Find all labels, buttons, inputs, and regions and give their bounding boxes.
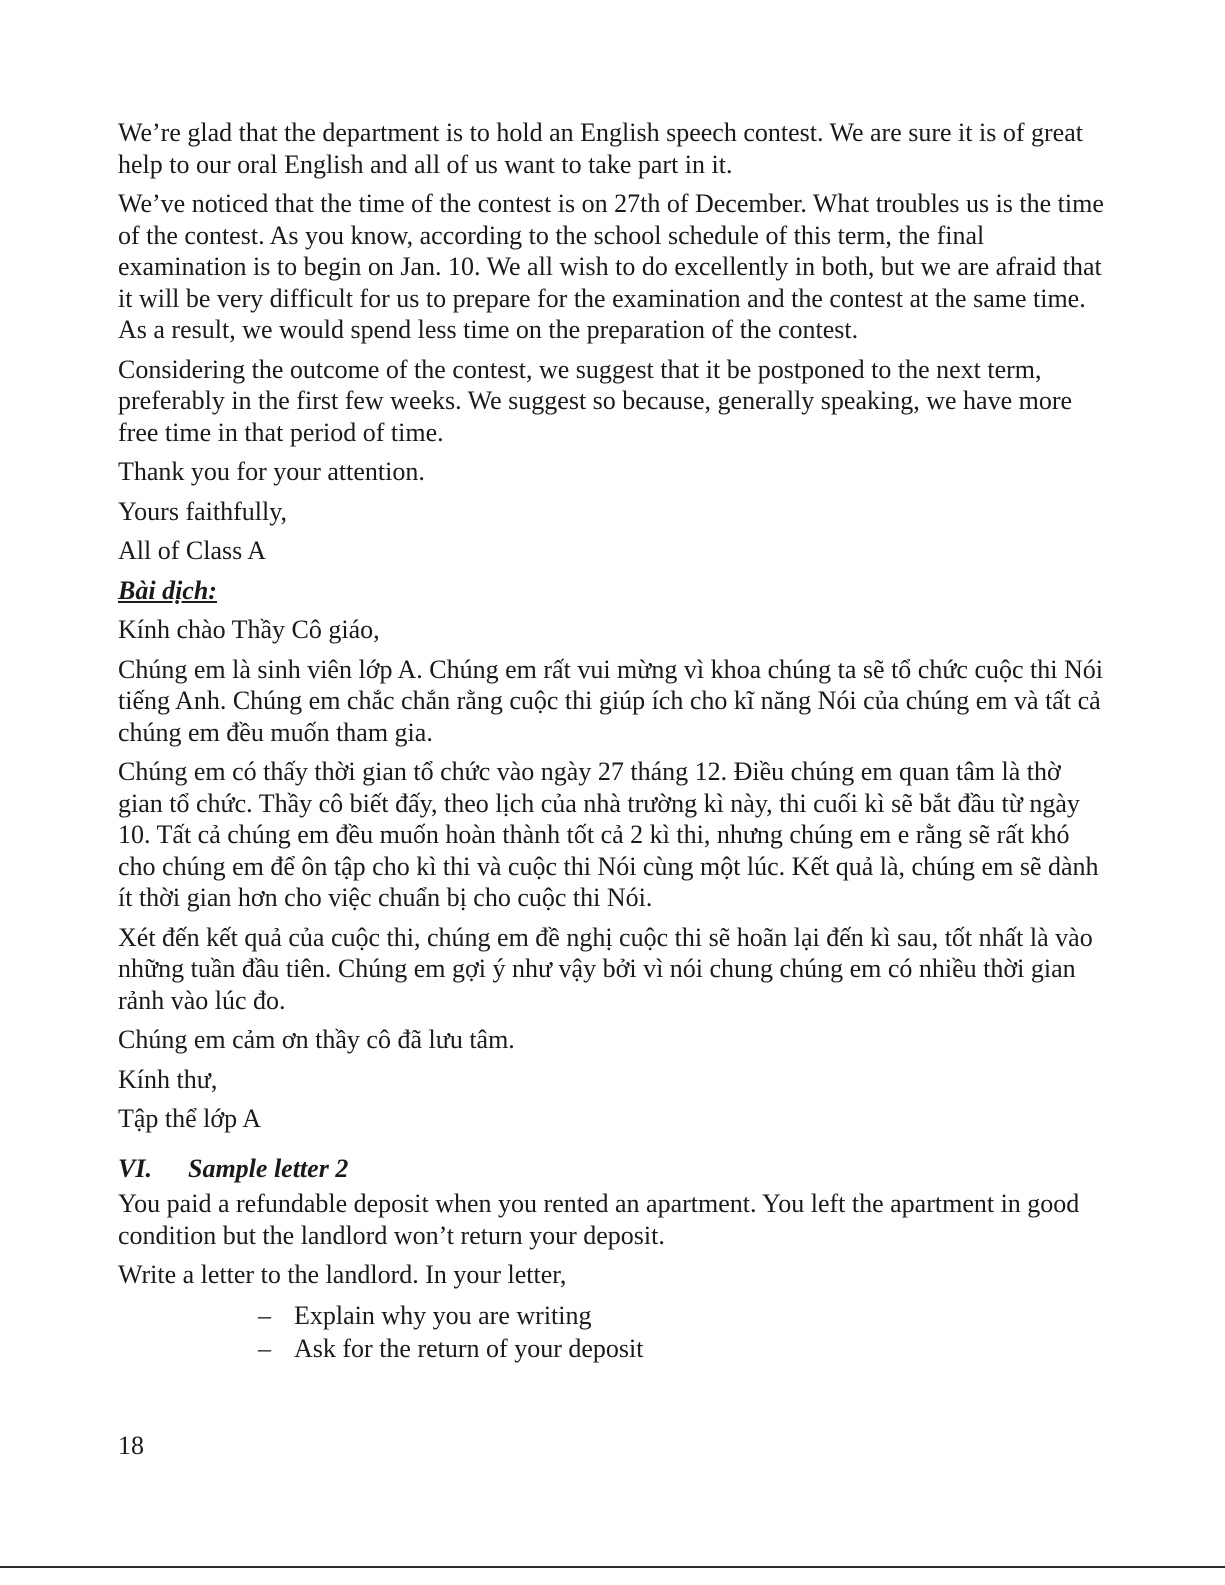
document-page — [118, 117, 1108, 1365]
translation-paragraph-2: Chúng em có thấy thời gian tổ chức vào ngày 27 tháng 12. Điều chúng em quan tâm là thờ gian tổ chức. Thầy cô biết đấy, theo lịch của nhà trường kì này, thi cuối kì sẽ bắt đầu từ ngày 10. Tất cả chúng em đều muốn hoàn thành tốt cả 2 kì thi, nhưng chúng em e rằng sẽ rất khó cho chúng em để ôn tập cho kì thi và cuộc thi Nói cùng một lúc. Kết quả là, chúng em sẽ dành ít thời gian hơn cho việc chuẩn bị cho cuộc thi Nói. — [118, 757, 1099, 912]
list-item-text: Explain why you are writing — [294, 1300, 592, 1330]
letter-paragraph-4: Thank you for your attention. — [118, 457, 425, 486]
list-item — [258, 1299, 1108, 1332]
dash-bullet-icon: – — [258, 1333, 271, 1363]
bottom-divider — [0, 1566, 1225, 1568]
page-number: 18 — [118, 1431, 144, 1460]
translation-paragraph-1: Chúng em là sinh viên lớp A. Chúng em rất vui mừng vì khoa chúng ta sẽ tổ chức cuộc thi Nói tiếng Anh. Chúng em chắc chắn rằng cuộc thi giúp ích cho kĩ năng Nói của chúng em và tất cả chúng em đều muốn tham gia. — [118, 654, 1104, 747]
section-number: VI. — [118, 1153, 152, 1183]
list-item — [258, 1332, 1108, 1365]
translation-paragraph-4: Chúng em cảm ơn thầy cô đã lưu tâm. — [118, 1025, 515, 1054]
letter-signature: All of Class A — [118, 536, 267, 565]
section-title: Sample letter 2 — [188, 1153, 349, 1183]
letter-closing: Yours faithfully, — [118, 496, 288, 526]
translation-closing: Kính thư, — [118, 1064, 218, 1094]
translation-paragraph-3: Xét đến kết quả của cuộc thi, chúng em đề nghị cuộc thi sẽ hoãn lại đến kì sau, tốt nhất là vào những tuần đầu tiên. Chúng em gợi ý như vậy bởi vì nói chung chúng em có nhiều thời gian rảnh vào lúc đo. — [118, 922, 1093, 1015]
translation-heading: Bài dịch: — [118, 575, 217, 605]
list-item-text: Ask for the return of your deposit — [294, 1333, 644, 1363]
letter-paragraph-3: Considering the outcome of the contest, we suggest that it be postponed to the next term, preferably in the first few weeks. We suggest so because, generally speaking, we have more free time in that period of time. — [118, 354, 1073, 447]
letter-paragraph-1: We’re glad that the department is to hold an English speech contest. We are sure it is of great help to our oral English and all of us want to take part in it. — [118, 118, 1083, 179]
translation-signature: Tập thể lớp A — [118, 1104, 261, 1133]
section-instruction: Write a letter to the landlord. In your letter, — [118, 1260, 567, 1289]
dash-bullet-icon: – — [258, 1300, 271, 1330]
section-heading — [118, 1153, 1108, 1185]
translation-greeting: Kính chào Thầy Cô giáo, — [118, 615, 380, 644]
letter-paragraph-2: We’ve noticed that the time of the contest is on 27th of December. What troubles us is the time of the contest. As you know, according to the school schedule of this term, the final examination is to begin on Jan. 10. We all wish to do excellently in both, but we are afraid that it will be very difficult for us to prepare for the examination and the contest at the same time. As a result, we would spend less time on the preparation of the contest. — [118, 189, 1104, 344]
requirement-list — [118, 1299, 1108, 1365]
section-prompt: You paid a refundable deposit when you rented an apartment. You left the apartment in good condition but the landlord won’t return your deposit. — [118, 1189, 1080, 1250]
